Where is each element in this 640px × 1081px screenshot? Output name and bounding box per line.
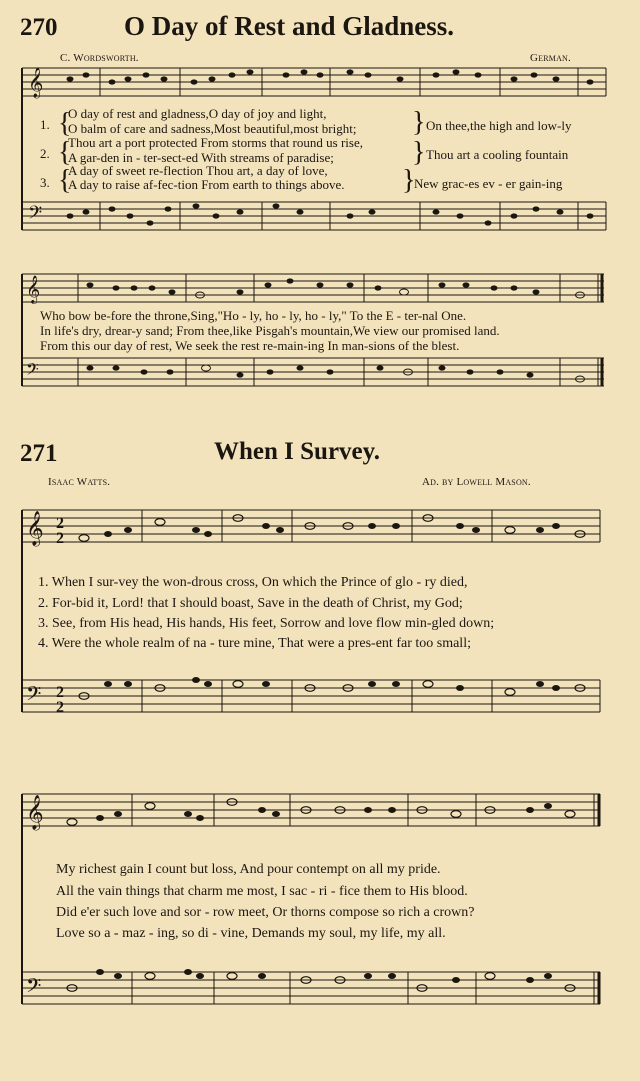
hymn-title: O Day of Rest and Gladness.: [124, 11, 455, 41]
svg-text:𝄞: 𝄞: [28, 68, 44, 98]
brace: {: [58, 137, 72, 168]
svg-text:𝄞: 𝄞: [26, 795, 44, 830]
brace: {: [58, 165, 72, 196]
refrain-text: Thou art a cooling fountain: [426, 147, 569, 162]
brace: }: [402, 165, 416, 196]
lyric-line: In life's dry, drear-y sand; From thee,like Pisgah's mountain,We view our promised land.: [40, 323, 500, 338]
lyric-line: 1. When I sur-vey the won-drous cross, On which the Prince of glo - ry died,: [38, 575, 468, 590]
svg-text:2: 2: [56, 515, 64, 532]
brace: {: [58, 108, 72, 139]
refrain-text: New grac-es ev - er gain-ing: [414, 176, 563, 191]
lyric-line: Thou art a port protected From storms that round us rise,: [68, 135, 363, 150]
lyric-line: From this our day of rest, We seek the rest re-main-ing In man-sions of the blest.: [40, 338, 460, 353]
lyric-line: 2. For-bid it, Lord! that I should boast, Save in the death of Christ, my God;: [38, 596, 463, 611]
lyric-line: A day of sweet re-flection Thou art, a day of love,: [68, 163, 328, 178]
svg-text:2: 2: [56, 699, 64, 716]
hymn-title: When I Survey.: [214, 438, 381, 465]
brace: }: [412, 107, 426, 138]
lyric-line: Did e'er such love and sor - row meet, Or thorns compose so rich a crown?: [56, 905, 475, 920]
verse-number: 1.: [40, 117, 50, 132]
lyric-line: A gar-den in - ter-sect-ed With streams of paradise;: [68, 150, 334, 165]
lyric-line: A day to raise af-fec-tion From earth to things above.: [68, 177, 345, 192]
svg-text:2: 2: [56, 684, 64, 701]
lyric-line: Who bow be-fore the throne,Sing,"Ho - ly, ho - ly, ho - ly," To the E - ter-nal One.: [40, 308, 467, 323]
svg-text:2: 2: [56, 530, 64, 547]
svg-text:𝄞: 𝄞: [26, 275, 41, 303]
svg-text:𝄞: 𝄞: [26, 511, 44, 546]
lyric-line: All the vain things that charm me most, I sac - ri - fice them to His blood.: [56, 884, 468, 899]
lyric-line: My richest gain I count but loss, And pour contempt on all my pride.: [56, 862, 441, 877]
verse-number: 2.: [40, 146, 50, 161]
svg-text:𝄢: 𝄢: [26, 974, 42, 1002]
tune-credit: German.: [530, 52, 571, 64]
lyric-line: O balm of care and sadness,Most beautiful,most bright;: [68, 121, 357, 136]
verse-number: 3.: [40, 175, 50, 190]
svg-text:𝄢: 𝄢: [26, 682, 42, 710]
lyric-line: O day of rest and gladness,O day of joy and light,: [68, 106, 327, 121]
author-credit: C. Wordsworth.: [60, 52, 139, 64]
hymn-number: 270: [20, 14, 58, 41]
arranger-credit: Ad. by Lowell Mason.: [422, 476, 531, 488]
lyric-line: 4. Were the whole realm of na - ture mine, That were a pres-ent far too small;: [38, 636, 471, 651]
author-credit: Isaac Watts.: [48, 476, 111, 488]
svg-text:𝄢: 𝄢: [26, 359, 39, 383]
hymn-number: 271: [20, 440, 58, 467]
lyric-line: 3. See, from His head, His hands, His feet, Sorrow and love flow min-gled down;: [38, 616, 495, 631]
svg-text:𝄢: 𝄢: [28, 203, 43, 228]
lyric-line: Love so a - maz - ing, so di - vine, Demands my soul, my life, my all.: [56, 926, 446, 941]
brace: }: [412, 137, 426, 168]
refrain-text: On thee,the high and low-ly: [426, 118, 572, 133]
